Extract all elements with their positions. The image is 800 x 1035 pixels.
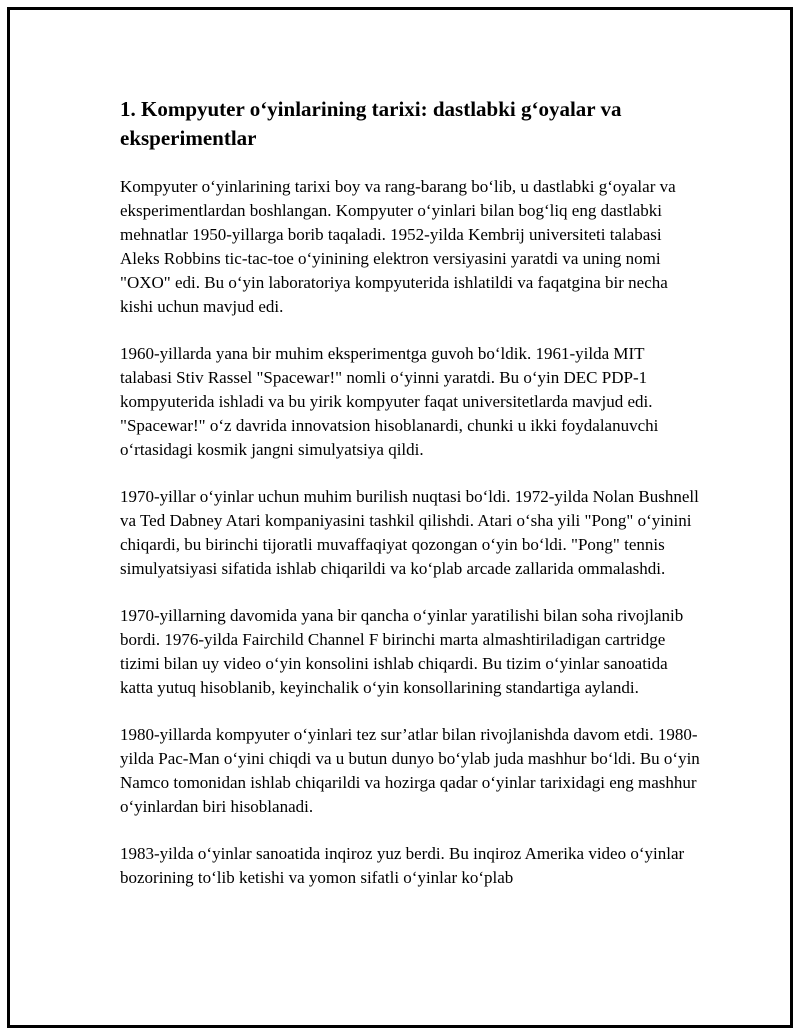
page-frame xyxy=(7,7,793,1028)
paragraph: 1970-yillar o‘yinlar uchun muhim burilish nuqtasi bo‘ldi. 1972-yilda Nolan Bushnell va Ted Dabney Atari kompaniyasini tashkil qilishdi. Atari o‘sha yili "Pong" o‘yinini chiqardi, bu birinchi tijoratli muvaffaqiyat qozongan o‘yin bo‘ldi. "Pong" tennis simulyatsiyasi sifatida ishlab chiqarildi va ko‘plab arcade zallarida ommalashdi. xyxy=(120,487,699,578)
paragraph: 1983-yilda o‘yinlar sanoatida inqiroz yuz berdi. Bu inqiroz Amerika video o‘yinlar bozorining to‘lib ketishi va yomon sifatli o‘yinlar ko‘plab xyxy=(120,844,685,887)
document-body xyxy=(120,95,700,913)
paragraph: 1970-yillarning davomida yana bir qancha o‘yinlar yaratilishi bilan soha rivojlanib bordi. 1976-yilda Fairchild Channel F birinchi marta almashtiriladigan cartridge tizimi bilan uy video o‘yin konsolini ishlab chiqardi. Bu tizim o‘yinlar sanoatida katta yutuq hisoblanib, keyinchalik o‘yin konsollarining standartiga aylandi. xyxy=(120,606,684,697)
paragraph: 1960-yillarda yana bir muhim eksperimentga guvoh bo‘ldik. 1961-yilda MIT talabasi Stiv Rassel "Spacewar!" nomli o‘yinni yaratdi. Bu o‘yin DEC PDP-1 kompyuterida ishladi va bu yirik kompyuter faqat universitetlarda mavjud edi. "Spacewar!" o‘z davrida innovatsion hisoblanardi, chunki u ikki foydalanuvchi o‘rtasidagi kosmik jangni simulyatsiya qildi. xyxy=(120,344,659,459)
paragraph: 1980-yillarda kompyuter o‘yinlari tez sur’atlar bilan rivojlanishda davom etdi. 1980-yilda Pac-Man o‘yini chiqdi va u butun dunyo bo‘ylab juda mashhur bo‘ldi. Bu o‘yin Namco tomonidan ishlab chiqarildi va hozirga qadar o‘yinlar tarixidagi eng mashhur o‘yinlardan biri hisoblanadi. xyxy=(120,725,700,816)
section-heading: 1. Kompyuter o‘yinlarining tarixi: dastlabki g‘oyalar va eksperimentlar xyxy=(120,97,622,150)
paragraph: Kompyuter o‘yinlarining tarixi boy va rang-barang bo‘lib, u dastlabki g‘oyalar va eksperimentlardan boshlangan. Kompyuter o‘yinlari bilan bog‘liq eng dastlabki mehnatlar 1950-yillarga borib taqaladi. 1952-yilda Kembrij universiteti talabasi Aleks Robbins tic-tac-toe o‘yinining elektron versiyasini yaratdi va uning nomi "OXO" edi. Bu o‘yin laboratoriya kompyuterida ishlatildi va faqatgina bir necha kishi uchun mavjud edi. xyxy=(120,177,676,316)
